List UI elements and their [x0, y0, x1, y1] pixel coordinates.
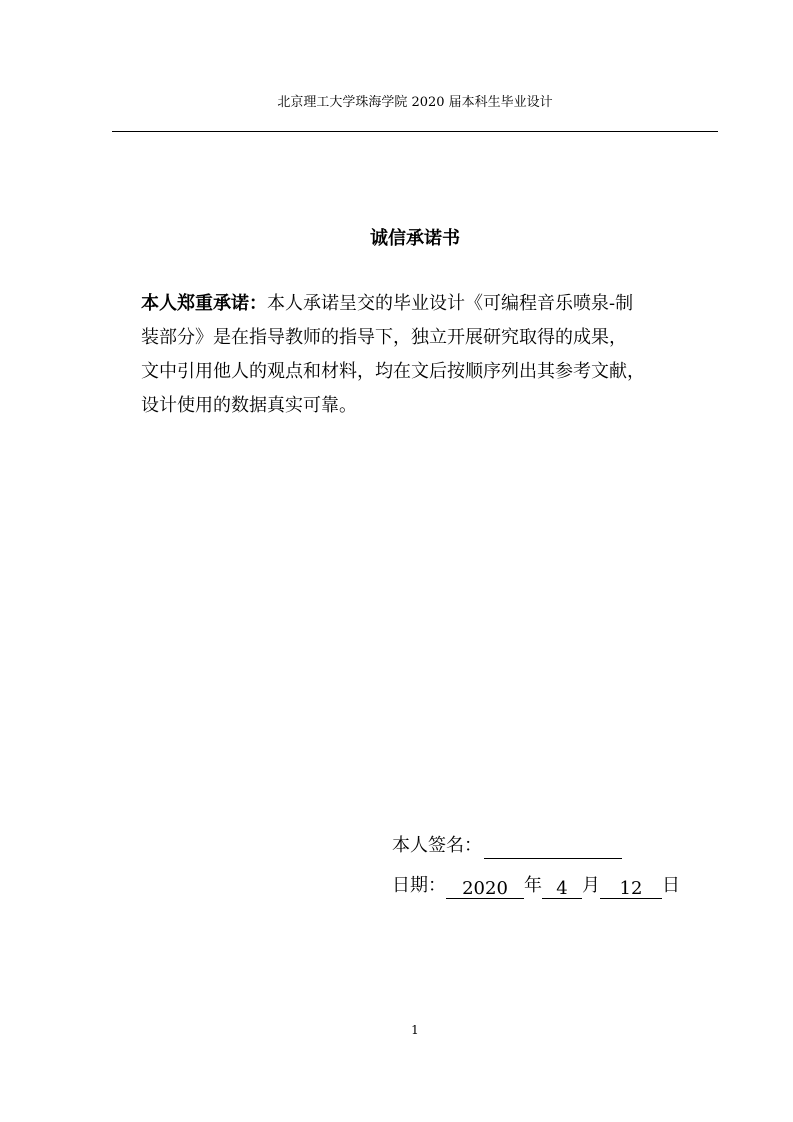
- pledge-line-1: [141, 287, 701, 321]
- document-title: 诚信承诺书: [370, 228, 460, 249]
- date-day-field: 12: [600, 876, 662, 899]
- date-year-field: 2020: [446, 876, 524, 899]
- pledge-line-4: 设计使用的数据真实可靠。: [141, 395, 357, 416]
- page-number: 1: [411, 1023, 419, 1037]
- pledge-line-1-text: 本人承诺呈交的毕业设计《可编程音乐喷泉-制: [267, 293, 634, 314]
- date-day-unit: 日: [662, 875, 680, 896]
- date-year-unit: 年: [524, 875, 542, 896]
- pledge-paragraph: [141, 287, 701, 423]
- signature-field: [484, 836, 622, 859]
- signature-row: [392, 833, 622, 859]
- header-divider: [112, 131, 718, 132]
- date-row: [392, 873, 680, 899]
- date-month-field: 4: [542, 876, 582, 899]
- date-month-unit: 月: [582, 875, 600, 896]
- pledge-lead: 本人郑重承诺：: [141, 293, 267, 314]
- signature-label: 本人签名：: [392, 835, 482, 856]
- date-label: 日期：: [392, 875, 446, 896]
- pledge-line-2: 装部分》是在指导教师的指导下，独立开展研究取得的成果，: [141, 327, 627, 348]
- pledge-line-3: 文中引用他人的观点和材料，均在文后按顺序列出其参考文献，: [141, 361, 645, 382]
- page-header: 北京理工大学珠海学院 2020 届本科生毕业设计: [277, 95, 553, 110]
